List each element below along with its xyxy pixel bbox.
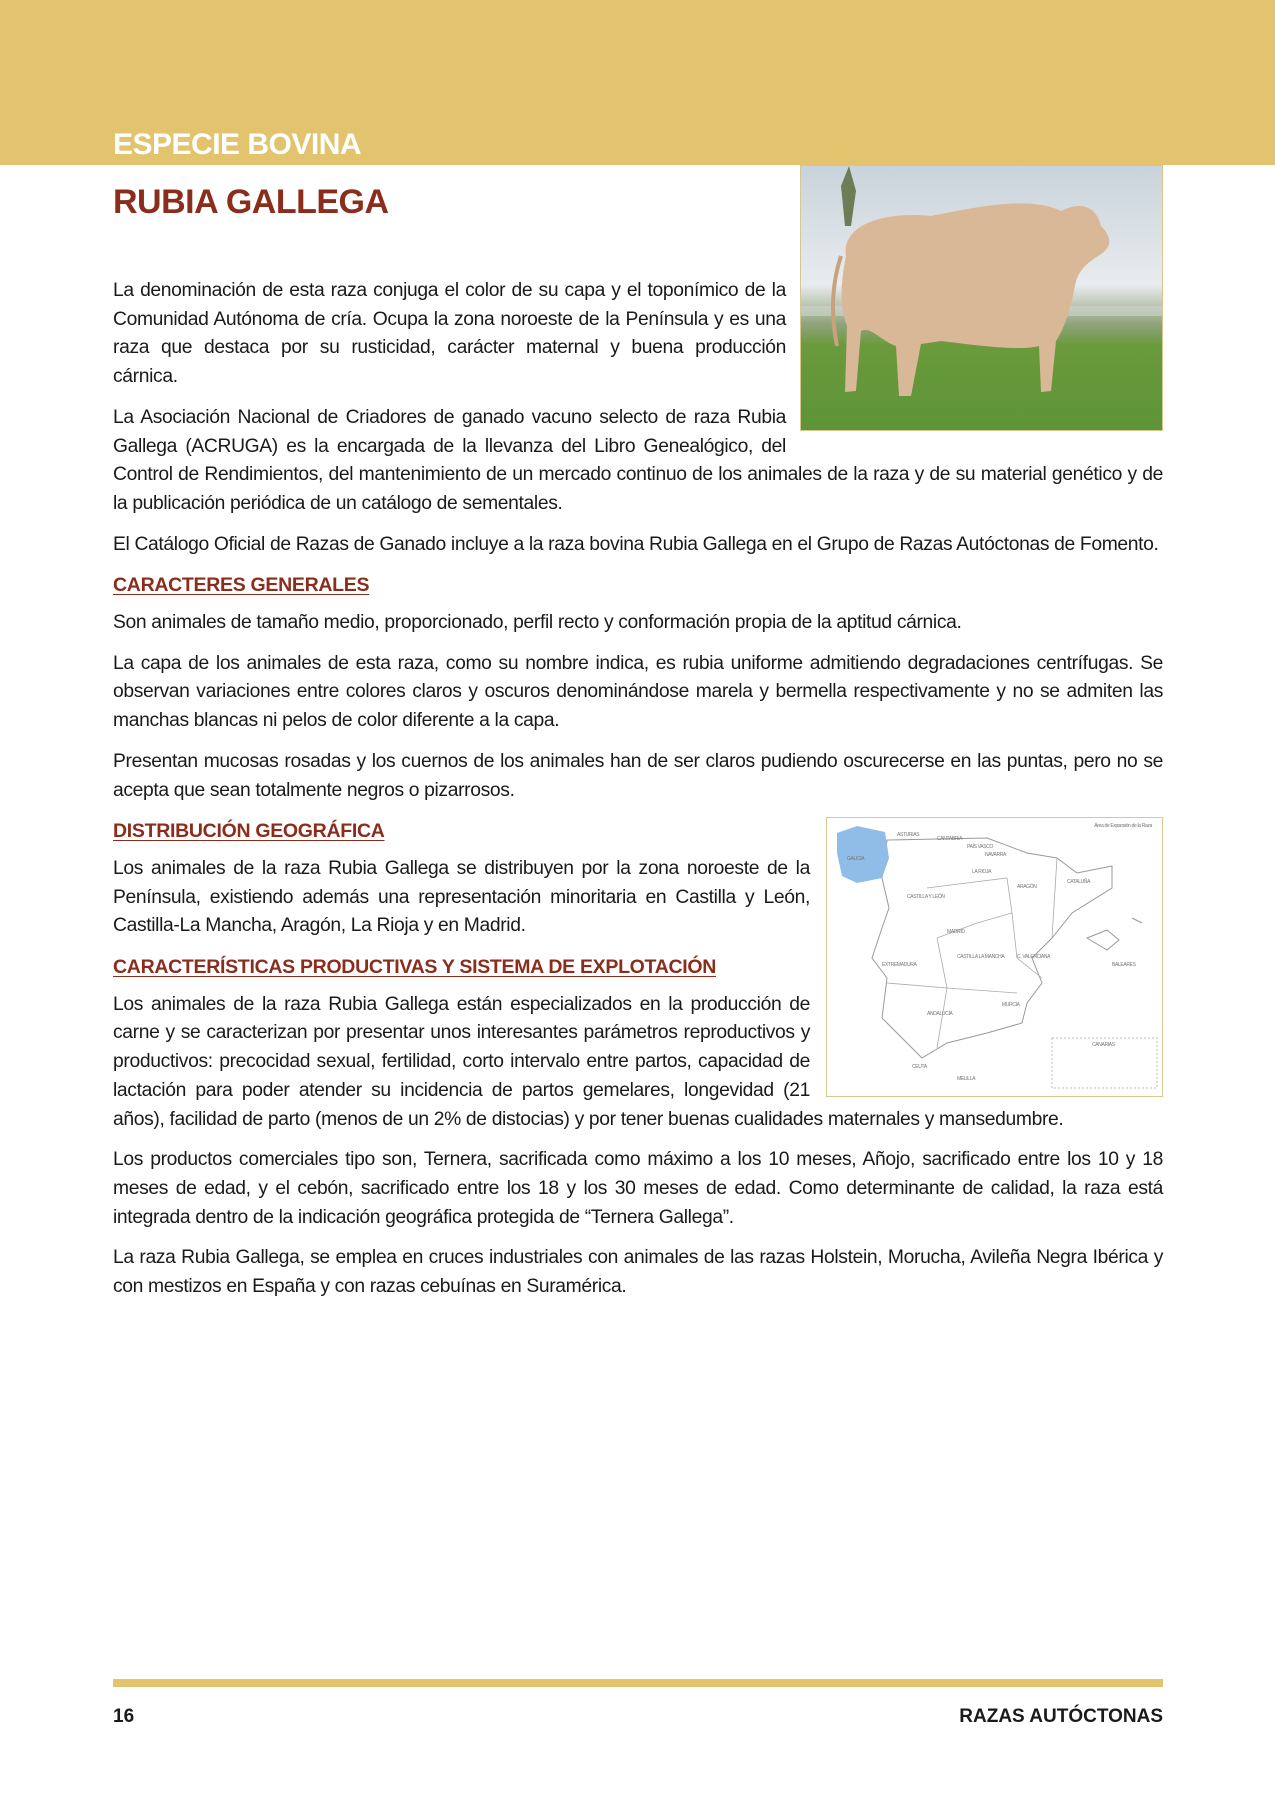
species-title: ESPECIE BOVINA	[113, 128, 362, 161]
svg-text:CASTILLA LA MANCHA: CASTILLA LA MANCHA	[957, 954, 1005, 961]
map-caption: Área de Expansión de la Raza	[1094, 823, 1152, 830]
svg-text:MELILLA: MELILLA	[957, 1076, 976, 1083]
bull-photo	[800, 165, 1163, 431]
section-paragraph: La capa de los animales de esta raza, como su nombre indica, es rubia uniforme admitiendo degradaciones centrífugas. Se observan variaciones entre colores claros y oscuros denominándose marela y bermella respectivamente y no se admiten las manchas blancas ni pelos de color diferente a la capa.	[113, 652, 1163, 732]
intro-paragraph: El Catálogo Oficial de Razas de Ganado incluye a la raza bovina Rubia Gallega en el Grupo de Razas Autóctonas de Fomento.	[113, 533, 1159, 555]
svg-text:NAVARRA: NAVARRA	[985, 852, 1006, 859]
section-heading: CARACTERES GENERALES	[113, 574, 370, 597]
svg-text:CATALUÑA: CATALUÑA	[1067, 879, 1091, 886]
svg-text:CANTABRIA: CANTABRIA	[937, 836, 963, 843]
section-paragraph: Presentan mucosas rosadas y los cuernos de los animales han de ser claros pudiendo oscurecerse en las puntas, pero no se acepta que sean totalmente negros o pizarrosos.	[113, 750, 1163, 801]
svg-text:ANDALUCÍA: ANDALUCÍA	[927, 1011, 953, 1018]
svg-text:EXTREMADURA: EXTREMADURA	[882, 962, 917, 969]
svg-text:MURCIA: MURCIA	[1002, 1002, 1020, 1009]
section-paragraph: Son animales de tamaño medio, proporcionado, perfil recto y conformación propia de la aptitud cárnica.	[113, 612, 962, 634]
intro-paragraph: La denominación de esta raza conjuga el color de su capa y el toponímico de la Comunidad Autónoma de cría. Ocupa la zona noroeste de la Península y es una raza que destaca por su rusticidad, carácter maternal y buena producción cárnica.	[113, 280, 786, 388]
svg-text:ASTURIAS: ASTURIAS	[897, 832, 920, 839]
article-body	[113, 277, 1163, 1314]
svg-text:PAÍS VASCO: PAÍS VASCO	[967, 844, 994, 851]
svg-text:CEUTA: CEUTA	[912, 1064, 927, 1071]
svg-text:CASTILLA Y LEÓN: CASTILLA Y LEÓN	[907, 894, 945, 901]
svg-text:ARAGÓN: ARAGÓN	[1017, 884, 1037, 891]
svg-text:BALEARES: BALEARES	[1112, 962, 1136, 969]
intro-paragraph: La Asociación Nacional de Criadores de ganado vacuno selecto de raza Rubia Gallega (ACRUGA) es la encargada de la llevanza del Libro Genealógico, del Control de Rendimientos, del mantenimiento de un mercado continuo de los animales de la raza y de su material genético y de la publicación periódica de un catálogo de sementales.	[113, 406, 1163, 514]
svg-text:C. VALENCIANA: C. VALENCIANA	[1017, 954, 1051, 961]
svg-text:GALICIA: GALICIA	[847, 856, 865, 863]
section-heading: DISTRIBUCIÓN GEOGRÁFICA	[113, 820, 385, 843]
distribution-map	[826, 817, 1163, 1097]
svg-text:MADRID: MADRID	[947, 929, 965, 936]
book-title: RAZAS AUTÓCTONAS	[959, 1706, 1163, 1727]
section-heading: CARACTERÍSTICAS PRODUCTIVAS Y SISTEMA DE EXPLOTACIÓN	[113, 956, 717, 979]
footer-rule	[113, 1679, 1163, 1687]
section-paragraph: Los animales de la raza Rubia Gallega se distribuyen por la zona noroeste de la Península, existiendo además una representación minoritaria en Castilla y León, Castilla-La Mancha, Aragón, La Rioja y en Madrid.	[113, 857, 810, 937]
section-paragraph: La raza Rubia Gallega, se emplea en cruces industriales con animales de las razas Holstein, Morucha, Avileña Negra Ibérica y con mestizos en España y con razas cebuínas en Suramérica.	[113, 1247, 1163, 1298]
section-paragraph: Los productos comerciales tipo son, Ternera, sacrificada como máximo a los 10 meses, Añojo, sacrificado entre los 10 y 18 meses de edad, y el cebón, sacrificado entre los 18 y los 30 meses de edad. Como determinante de calidad, la raza está integrada dentro de la indicación geográfica protegida de “Ternera Gallega”.	[113, 1149, 1163, 1228]
breed-title: RUBIA GALLEGA	[113, 183, 389, 221]
svg-text:CANARIAS: CANARIAS	[1092, 1042, 1115, 1049]
section-paragraph: Los animales de la raza Rubia Gallega están especializados en la producción de carne y se caracterizan por presentar unos interesantes parámetros reproductivos y productivos: precocidad sexual, fertilidad, corto intervalo entre partos, capacidad de lactación para poder atender su incidencia de partos gemelares, longevidad (21 años), facilidad de parto (menos de un 2% de distocias) y por tener buenas cualidades maternales y mansedumbre.	[113, 993, 1064, 1130]
galicia-highlight	[837, 826, 889, 883]
svg-text:LA RIOJA: LA RIOJA	[972, 869, 992, 876]
page-number: 16	[113, 1706, 135, 1727]
